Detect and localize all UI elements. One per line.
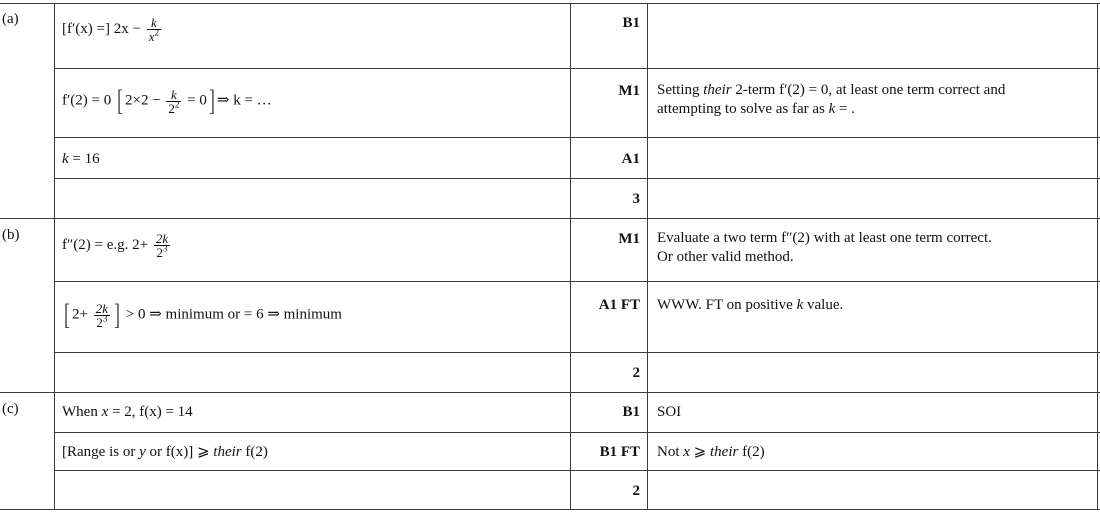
row-divider (54, 470, 1100, 471)
mark-b1: M1 (618, 231, 640, 247)
table-border-right (1097, 3, 1098, 510)
total-b: 2 (632, 365, 640, 381)
right-bracket: ] (208, 84, 215, 117)
row-divider (54, 432, 1100, 433)
total-a: 3 (632, 191, 640, 207)
row-divider (54, 68, 1100, 69)
column-divider (570, 3, 571, 510)
part-divider (0, 218, 1100, 219)
mark-a1: B1 (622, 15, 640, 31)
answer-a3: k = 16 (62, 151, 100, 167)
mark-c1: B1 (622, 404, 640, 420)
row-divider (54, 137, 1100, 138)
mark-a2: M1 (618, 83, 640, 99)
fraction: $\frac{2k}{2^3}$ (155, 231, 169, 260)
part-label-b: (b) (2, 227, 20, 243)
comment-b2: WWW. FT on positive k value. (657, 297, 844, 313)
part-divider (0, 392, 1100, 393)
answer-c2: [Range is or y or f(x)] ⩾ their f(2) (62, 444, 268, 460)
mark-a3: A1 (621, 151, 640, 167)
answer-a1: [f′(x) =] 2x − $\frac{k}{x^2}$ (62, 15, 159, 44)
total-c: 2 (632, 483, 640, 499)
answer-c1: When x = 2, f(x) = 14 (62, 404, 193, 420)
row-divider (54, 178, 1100, 179)
table-border-bottom (0, 509, 1100, 510)
comment-b1: Evaluate a two term f″(2) with at least one term correct. Or other valid method. (657, 230, 992, 265)
fraction: $\frac{k}{x^2}$ (148, 15, 159, 44)
comment-c1: SOI (657, 404, 682, 420)
row-divider (54, 281, 1100, 282)
mark-c2: B1 FT (599, 444, 640, 460)
table-border-top (0, 3, 1100, 4)
fraction: $\frac{2k}{2^3}$ (95, 300, 108, 330)
fraction: $\frac{k}{2^2}$ (168, 86, 180, 116)
comment-a2: Setting their 2-term f′(2) = 0, at least one term correct and attempting to solve as far as k = . (657, 82, 1006, 117)
answer-b1: f″(2) = e.g. 2+ $\frac{2k}{2^3}$ (62, 231, 169, 260)
part-label-a: (a) (2, 11, 19, 27)
mark-b2: A1 FT (598, 297, 640, 313)
column-divider (54, 3, 55, 510)
right-bracket: ] (114, 298, 120, 331)
part-label-c: (c) (2, 401, 19, 417)
left-bracket: [ (64, 298, 70, 331)
row-divider (54, 352, 1100, 353)
column-divider (647, 3, 648, 510)
comment-c2: Not x ⩾ their f(2) (657, 444, 765, 460)
answer-a2: f′(2) = 0 [ 2×2 − $\frac{k}{2^2}$ = 0] ⇒ k = … (62, 84, 272, 117)
left-bracket: [ (116, 84, 123, 117)
answer-b2: [ 2+ $\frac{2k}{2^3}$ ] > 0 ⇒ minimum or = 6 ⇒ minimum (64, 298, 342, 331)
